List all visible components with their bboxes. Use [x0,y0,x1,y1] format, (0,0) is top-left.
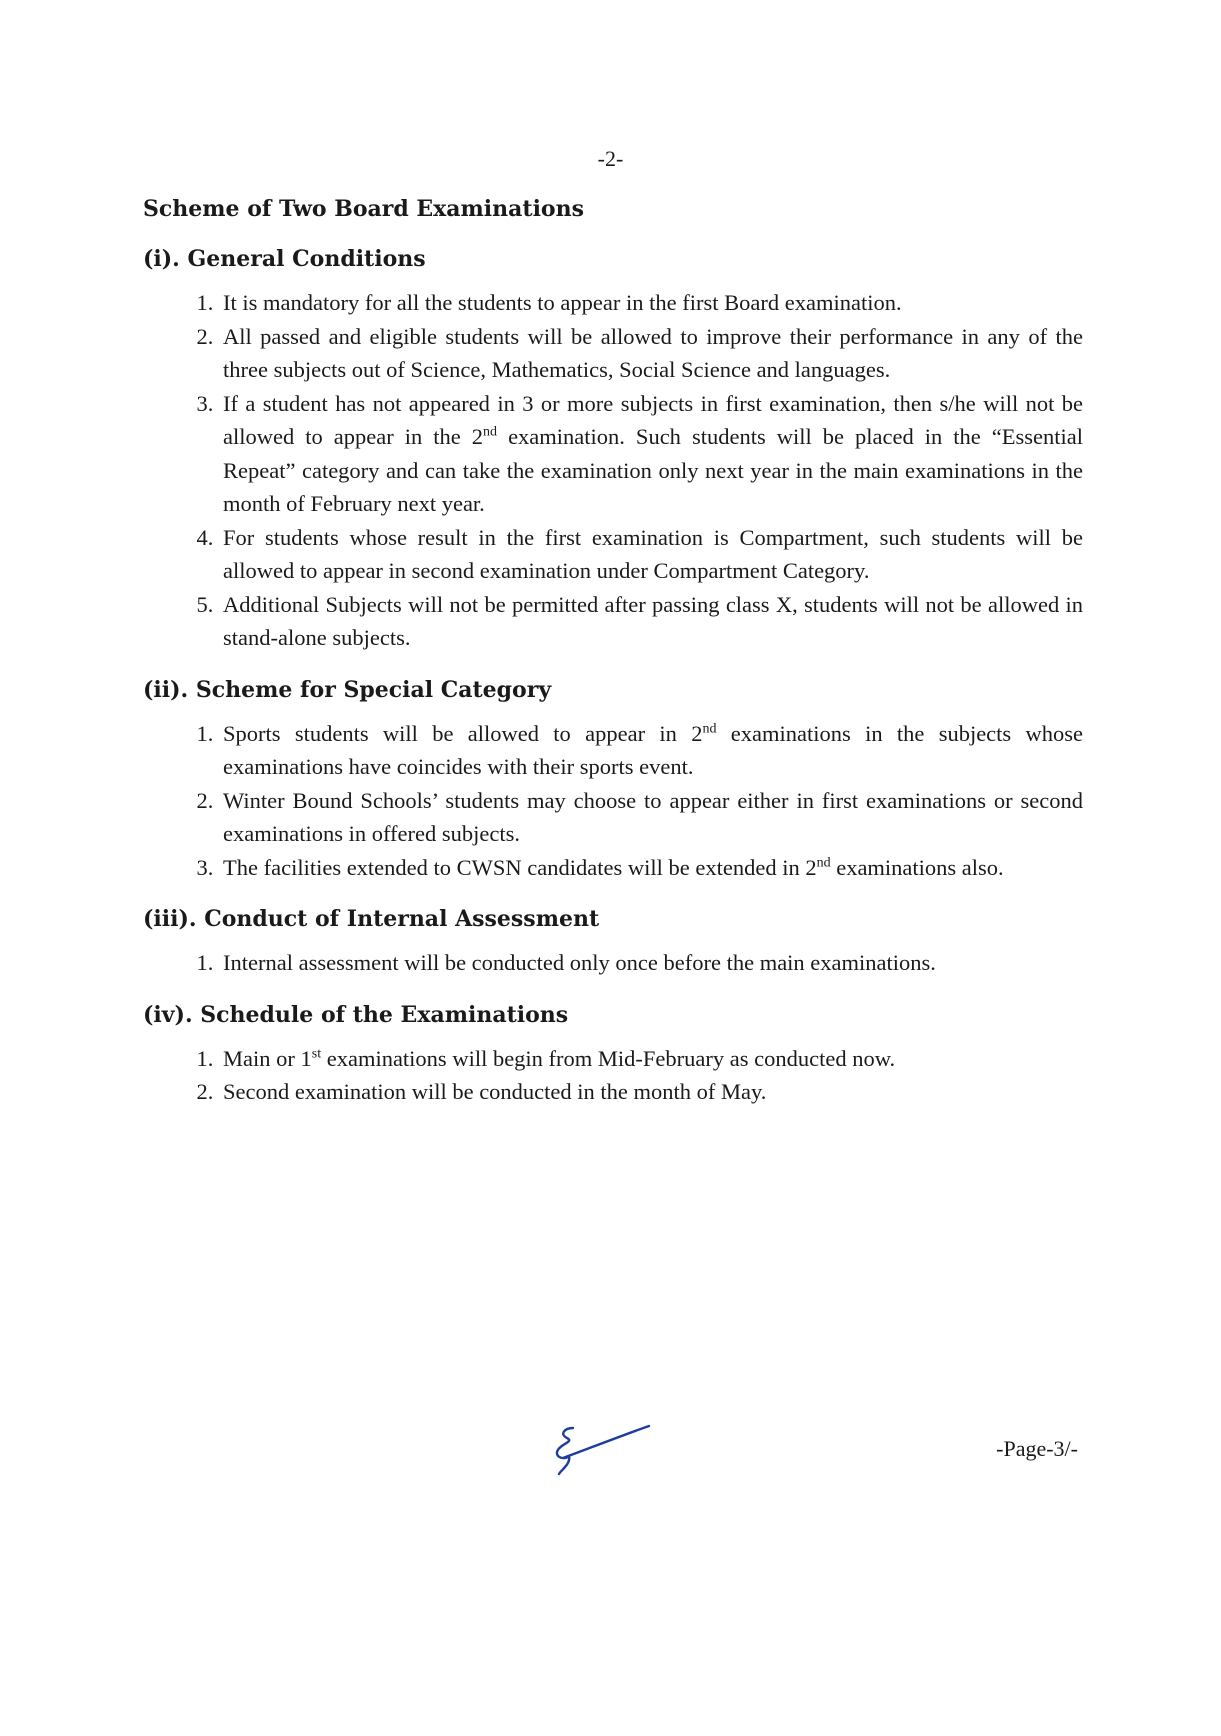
list-item-text: examinations will begin from Mid-February as conducted now. [321,1045,896,1071]
page-number: -2- [597,146,624,171]
section-list [143,946,1083,980]
next-page-indicator: -Page-3/- [996,1436,1078,1461]
list-item: 2. All passed and eligible students will be allowed to improve their performance in any of the three subjects out of Science, Mathematics, Social Science and languages. [219,320,1083,387]
section-heading: (ii). Scheme for Special Category [143,676,552,703]
page-footer [0,1426,1221,1486]
section-heading: (iv). Schedule of the Examinations [143,1001,569,1028]
ordinal-suffix: nd [816,855,831,870]
document-title: Scheme of Two Board Examinations [143,196,584,222]
list-item: 1. Internal assessment will be conducted only once before the main examinations. [219,946,1083,980]
list-item-text: Main or 1 [223,1045,312,1071]
list-item-text: examination. Such students will be placed in the “Essential Repeat” category and can take the examination only next year in the main examinations in the month of February next year. [223,424,1084,516]
list-item [219,717,1083,784]
list-item: 5. Additional Subjects will not be permitted after passing class X, students will not be allowed in stand-alone subjects. [219,588,1083,655]
list-item-text: examinations in the subjects whose examinations have coincides with their sports event. [223,720,1083,779]
list-item-text: Sports students will be allowed to appear in 2 [223,720,703,746]
ordinal-suffix: nd [483,424,498,440]
section-heading: (i). General Conditions [143,246,426,272]
sections-container [143,246,1083,1109]
list-item-text: The facilities extended to CWSN candidates will be extended in 2 [223,854,817,880]
section-list [143,286,1083,655]
list-item: 2. Second examination will be conducted in the month of May. [219,1075,1083,1109]
list-item [219,387,1083,521]
signature-icon [545,1414,655,1484]
list-item [219,851,1083,885]
list-item-text: examinations also. [830,854,1004,880]
ordinal-suffix: nd [702,721,717,736]
section-list [143,717,1083,885]
list-item [219,1042,1083,1076]
ordinal-suffix: st [311,1046,322,1061]
list-item: 4. For students whose result in the first examination is Compartment, such students will be allowed to appear in second examination under Compartment Category. [219,521,1083,588]
section-heading: (iii). Conduct of Internal Assessment [143,906,600,932]
list-item-text: If a student has not appeared in 3 or more subjects in first examination, then s/he will not be allowed to appear in the 2 [223,390,1083,449]
list-item: 1. It is mandatory for all the students to appear in the first Board examination. [219,286,1083,320]
list-item: 2. Winter Bound Schools’ students may choose to appear either in first examinations or second examinations in offered subjects. [219,784,1083,851]
document-body [143,196,1083,1131]
section-list [143,1042,1083,1109]
